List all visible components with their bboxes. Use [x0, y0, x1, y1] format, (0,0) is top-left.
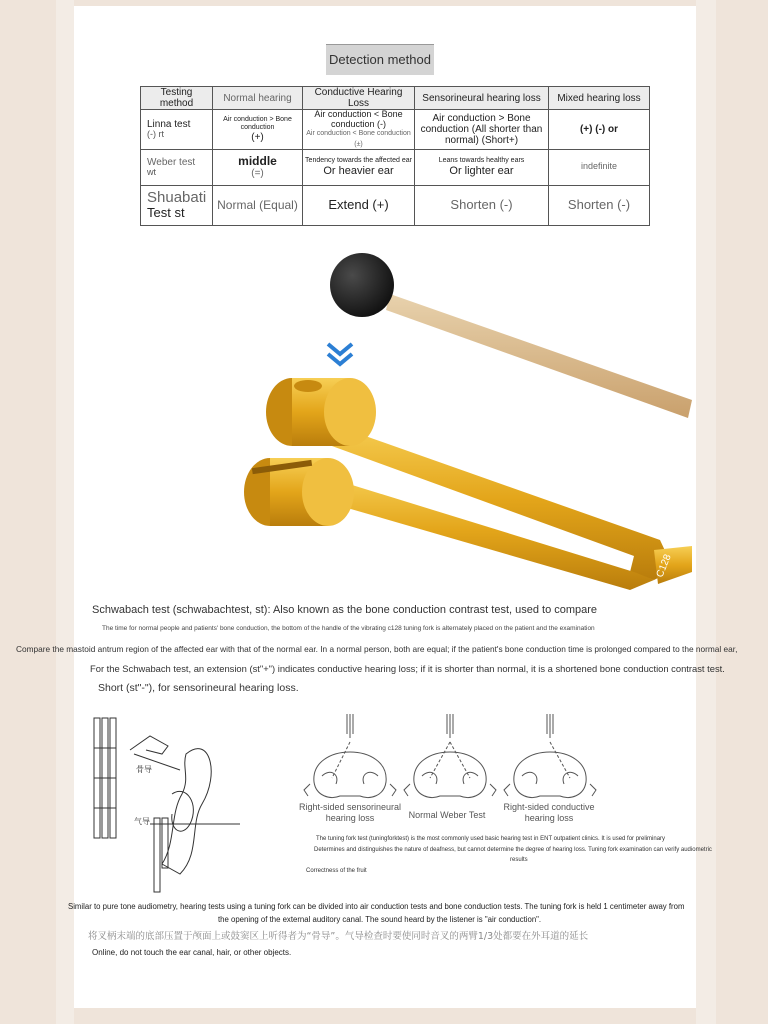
cell-small-text: Leans towards healthy ears [438, 157, 525, 165]
table-cell: Extend (+) [303, 185, 415, 225]
cell-text: middle [238, 154, 277, 169]
note-line-1: The tuning fork test (tuningforktest) is the most commonly used basic hearing test in ENT outpatient clinics. It is used for preliminary [316, 836, 666, 842]
left-frame [56, 0, 74, 1024]
table-cell: Shorten (-) [415, 185, 549, 225]
para-line-1: Schwabach test (schwabachtest, st): Also known as the bone conduction contrast test, used to compare [92, 604, 598, 616]
table-cell: (+) (-) or [549, 110, 650, 150]
cell-ghost-text: Air conduction < Bone conduction [306, 129, 411, 137]
bottom-line-4: Online, do not touch the ear canal, hair, or other objects. [92, 948, 292, 957]
mallet-handle [386, 294, 692, 418]
caption-conductive: Right-sided conductive hearing loss [503, 802, 595, 823]
table-row [141, 110, 650, 150]
cell-sign: (=) [251, 168, 264, 180]
header-cell: Sensorineural hearing loss [415, 87, 549, 110]
table-cell: Normal (Equal) [213, 185, 303, 225]
label-air-conduction: 气导 [134, 817, 150, 826]
caption-normal-weber: Normal Weber Test [408, 810, 486, 820]
header-cell: Testing method [141, 87, 213, 110]
caption-sensorineural: Right-sided sensorineural hearing loss [298, 802, 402, 823]
cell-sign: (+) [251, 131, 264, 143]
row-title-text-2: Test st [147, 205, 185, 221]
cell-text: Or heavier ear [323, 165, 394, 178]
table-cell: Shorten (-) [549, 185, 650, 225]
table-row [141, 185, 650, 225]
para-line-3: Compare the mastoid antrum region of the affected ear with that of the normal ear. In a normal person, both are equal; if the patient's bone conduction time is prolonged compared to the normal ear, [16, 644, 738, 654]
para-line-4: For the Schwabach test, an extension (st"+") indicates conductive hearing loss; if it is shorter than normal, it is a shortened bone conduction contrast test. [90, 663, 725, 674]
header-cell: Normal hearing [213, 87, 303, 110]
bottom-line-3: 将叉柄末端的底部压置于颅面上或鼓窦区上听得者为“骨导”。气导检查时要使同时音叉的两臂1/3处都要在外耳道的延长 [88, 931, 589, 942]
cell-small-text: Tendency towards the affected ear [305, 157, 412, 165]
note-line-2: Determines and distinguishes the nature of deafness, but cannot determine the degree of hearing loss. Tuning fork examination can verify audiometric [314, 847, 712, 853]
row-title-abbr: (-) rt [147, 128, 164, 139]
table-cell: indefinite [549, 149, 650, 185]
fork-weight-upper [266, 378, 376, 446]
row-title-abbr: wt [147, 166, 156, 177]
table-cell [213, 149, 303, 185]
para-line-5: Short (st"-"), for sensorineural hearing loss. [98, 682, 299, 694]
bottom-line-1: Similar to pure tone audiometry, hearing tests using a tuning fork can be divided into air conduction tests and bone conduction tests. The tuning fork is held 1 centimeter away from [68, 902, 685, 911]
row-title [141, 110, 213, 150]
row-title [141, 149, 213, 185]
cell-text: Air conduction < Bone conduction (-) [314, 109, 403, 129]
mallet-ball [330, 253, 394, 317]
section-heading: Detection method [326, 44, 434, 75]
table-cell [303, 110, 415, 150]
row-title-text: Weber test [147, 156, 196, 168]
cell-text: Or lighter ear [449, 165, 514, 178]
row-title-text: Linna test [147, 118, 191, 130]
down-arrows-icon [328, 344, 352, 364]
tuning-fork-illustration [230, 250, 696, 600]
table-cell: Air conduction > Bone conduction (All shorter than normal) (Short+) [415, 110, 549, 150]
table-row [141, 149, 650, 185]
right-frame [696, 0, 716, 1024]
fork-label: C128 [654, 552, 674, 580]
row-title [141, 185, 213, 225]
note-line-4: Correctness of the fruit [306, 868, 367, 874]
header-cell: Mixed hearing loss [549, 87, 650, 110]
cell-sign: (±) [354, 140, 363, 148]
detection-table [140, 86, 650, 226]
table-cell [415, 149, 549, 185]
table-header-row [141, 87, 650, 110]
fork-weight-lower [244, 458, 354, 526]
note-line-3: results [510, 857, 528, 863]
row-title-text: Shuabati [147, 188, 207, 206]
bottom-line-2: the opening of the external auditory canal. The sound heard by the listener is "air conduction". [218, 915, 542, 924]
cell-text: Air conduction > Bone conduction [223, 115, 292, 131]
para-line-2: The time for normal people and patients' bone conduction, the bottom of the handle of the vibrating c128 tuning fork is alternately placed on the patient and the examination [102, 625, 595, 632]
header-cell: Conductive Hearing Loss [303, 87, 415, 110]
table-cell [213, 110, 303, 150]
ear-diagram [90, 714, 260, 894]
label-bone-conduction: 骨导 [136, 765, 152, 774]
table-cell [303, 149, 415, 185]
